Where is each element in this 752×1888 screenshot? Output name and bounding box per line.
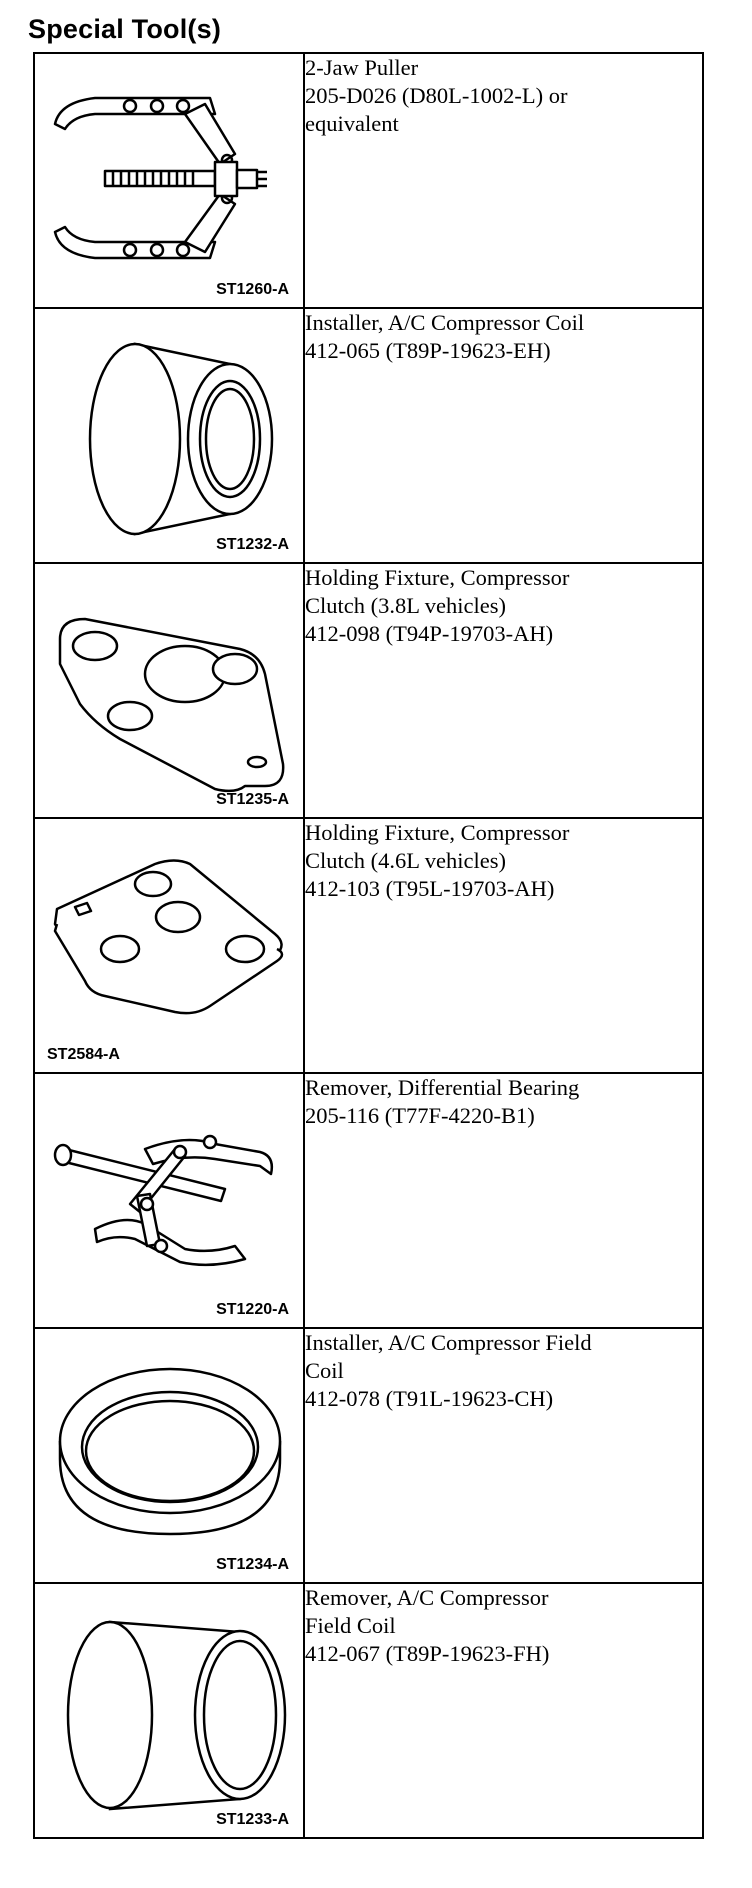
tool-description-line: 412-098 (T94P-19703-AH) (305, 621, 554, 646)
tool-illustration-cell (34, 308, 304, 563)
table-row (34, 1073, 703, 1328)
tool-description-line: Holding Fixture, Compressor (305, 820, 570, 845)
tool-code-label: ST1220-A (216, 1301, 289, 1318)
tool-description-cell (304, 53, 703, 308)
tool-description-line: Installer, A/C Compressor Coil (305, 310, 585, 335)
tool-description-line: Remover, Differential Bearing (305, 1075, 580, 1100)
tool-description-line: 2-Jaw Puller (305, 55, 419, 80)
tool-description-line: Installer, A/C Compressor Field (305, 1330, 592, 1355)
tool-description-line: Coil (305, 1358, 344, 1383)
two-jaw-puller-illustration (35, 54, 303, 307)
table-row (34, 563, 703, 818)
tool-illustration-cell (34, 1073, 304, 1328)
special-tools-table (33, 52, 704, 1839)
tool-illustration-cell (34, 818, 304, 1073)
tool-illustration-cell (34, 563, 304, 818)
tool-illustration-cell (34, 1328, 304, 1583)
tool-description-cell (304, 1328, 703, 1583)
tool-illustration-cell (34, 53, 304, 308)
holding-fixture-38-illustration (35, 564, 303, 817)
tool-code-label: ST1235-A (216, 791, 289, 808)
tool-description-cell (304, 308, 703, 563)
tool-description-line: 412-065 (T89P-19623-EH) (305, 338, 551, 363)
tool-description-line: Remover, A/C Compressor (305, 1585, 549, 1610)
tool-description-line: Clutch (3.8L vehicles) (305, 593, 506, 618)
section-heading: Special Tool(s) (28, 14, 222, 44)
field-coil-installer-illustration (35, 1329, 303, 1582)
tool-description-cell (304, 818, 703, 1073)
tool-description-line: 412-103 (T95L-19703-AH) (305, 876, 555, 901)
tool-code-label: ST1232-A (216, 536, 289, 553)
tool-description-line: Clutch (4.6L vehicles) (305, 848, 506, 873)
tool-description-line: equivalent (305, 111, 399, 136)
tool-description-line: 412-067 (T89P-19623-FH) (305, 1641, 550, 1666)
tool-description-line: Field Coil (305, 1613, 396, 1638)
table-row (34, 1328, 703, 1583)
table-row (34, 818, 703, 1073)
tool-description-line: Holding Fixture, Compressor (305, 565, 570, 590)
tool-description-cell (304, 563, 703, 818)
tool-description-line: 205-D026 (D80L-1002-L) or (305, 83, 568, 108)
tool-code-label: ST2584-A (47, 1046, 120, 1063)
tool-description-cell (304, 1073, 703, 1328)
tool-code-label: ST1260-A (216, 281, 289, 298)
tool-description-line: 412-078 (T91L-19623-CH) (305, 1386, 554, 1411)
tool-code-label: ST1233-A (216, 1811, 289, 1828)
tool-illustration-cell (34, 1583, 304, 1838)
holding-fixture-46-illustration (35, 819, 303, 1072)
tool-code-label: ST1234-A (216, 1556, 289, 1573)
coil-installer-illustration (35, 309, 303, 562)
tool-description-cell (304, 1583, 703, 1838)
table-row (34, 53, 703, 308)
table-row (34, 1583, 703, 1838)
field-coil-remover-illustration (35, 1584, 303, 1837)
bearing-remover-illustration (35, 1074, 303, 1327)
tool-description-line: 205-116 (T77F-4220-B1) (305, 1103, 535, 1128)
table-row (34, 308, 703, 563)
